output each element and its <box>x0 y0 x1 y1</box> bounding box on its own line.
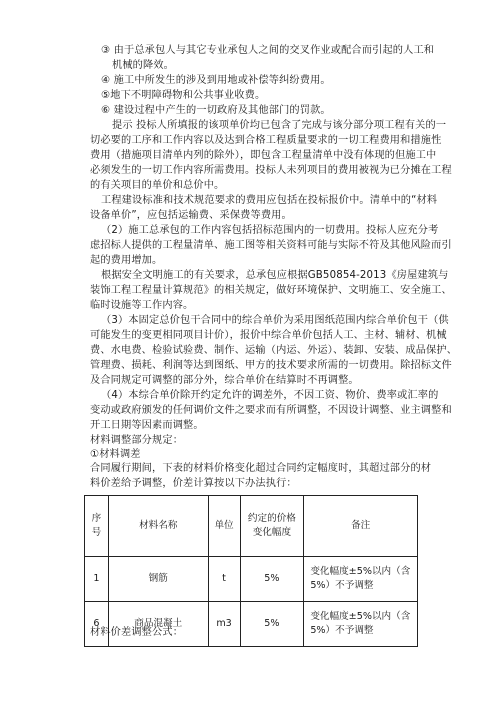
text-line: ③ 由于总承包人与其它专业承包人之间的交叉作业或配合而引起的人工和 <box>101 45 435 56</box>
cell-material-name: 钢筋 <box>108 557 208 602</box>
cell-change-range: 5% <box>240 602 304 647</box>
cell-unit: t <box>208 557 240 602</box>
text-line: 工程建设标准和技术规范要求的费用应包括在投标报价中。清单中的“材料 <box>101 195 438 206</box>
section-heading: 材料调整部分规定： <box>90 435 184 446</box>
text-line: 费、水电费、检验试验费、制作、运输（内运、外运）、装卸、安装、成品保护、 <box>90 345 458 356</box>
text-line: 设备单价”，应包括运输费、采保费等费用。 <box>90 210 292 221</box>
text-line: 装饰工程工程量计算规范》的相关规定，做好环境保护、文明施工、安全施工、 <box>90 285 452 296</box>
text-line: 机械的降效。 <box>112 60 175 71</box>
text-line: 根据安全文明施工的有关要求，总承包应根据GB50854-2013《房屋建筑与 <box>101 270 449 281</box>
text-line: 临时设施等工作内容。 <box>90 300 194 311</box>
text-line: 合同履行期间，下表的材料价格变化超过合同约定幅度时，其超过部分的材 <box>90 463 432 474</box>
text-line: ⑥ 建设过程中产生的一切政府及其他部门的罚款。 <box>101 105 331 116</box>
text-line: 开工日期等因素而调整。 <box>90 420 204 431</box>
text-line: 变动或政府颁发的任何调价文件之要求而有所调整，不因设计调整、业主调整和 <box>90 405 452 416</box>
table-row <box>85 557 418 602</box>
header-remarks: 备注 <box>304 496 418 557</box>
header-material-name: 材料名称 <box>108 496 208 557</box>
subsection-heading: ①材料调差 <box>90 449 141 460</box>
text-line: 费用（措施项目清单内列的除外），即包含工程量清单中没有体现的但施工中 <box>90 150 437 161</box>
cell-change-range: 5% <box>240 557 304 602</box>
header-unit: 单位 <box>208 496 240 557</box>
text-line: 的有关项目的单价和总价中。 <box>90 180 225 191</box>
cell-material-name: 商品混凝土 <box>108 602 208 647</box>
text-line: 起的费用增加。 <box>90 255 163 266</box>
header-seq: 序号 <box>85 496 109 557</box>
text-line: ④ 施工中所发生的涉及到用地或补偿等纠纷费用。 <box>101 75 331 86</box>
cell-remarks: 变化幅度±5%以内（含5%）不予调整 <box>304 602 418 647</box>
header-change-range: 约定的价格变化幅度 <box>240 496 304 557</box>
text-line: 必须发生的一切工作内容所需费用。投标人未列项目的费用被视为已分摊在工程 <box>90 165 452 176</box>
formula-heading: 材料价差调整公式： <box>90 627 184 638</box>
cell-unit: m3 <box>208 602 240 647</box>
text-line: （4）本综合单价除开约定允许的调差外，不因工资、物价、费率或汇率的 <box>101 390 439 401</box>
text-line: （3）本固定总价包干合同中的综合单价为采用图纸范围内综合单价包干（供 <box>101 315 449 326</box>
text-line: 及合同规定可调整的部分外，综合单价在结算时不再调整。 <box>90 375 359 386</box>
cell-remarks: 变化幅度±5%以内（含5%）不予调整 <box>304 557 418 602</box>
text-line: 虑招标人提供的工程量清单、施工图等相关资料可能与实际不符及其他风险而引 <box>90 240 452 251</box>
material-adjustment-table <box>84 495 418 647</box>
text-line: （2）施工总承包的工作内容包括招标范围内的一切费用。投标人应充分考 <box>101 225 439 236</box>
text-line: 料价差给予调整，价差计算按以下办法执行： <box>90 478 297 489</box>
text-line: ⑤地下不明障碍物和公共事业收费。 <box>101 90 266 101</box>
text-line: 可能发生的变更相同项目计价），报价中综合单价包括人工、主材、辅材、机械 <box>90 330 447 341</box>
text-line: 管理费、损耗、利润等达到图纸、甲方的技术要求所需的一切费用。除招标文件 <box>90 360 452 371</box>
cell-seq: 1 <box>85 557 109 602</box>
table-header-row <box>85 496 418 557</box>
text-line: 提示 投标人所填报的该项单价均已包含了完成与该分部分项工程有关的一 <box>112 120 447 131</box>
text-line: 切必要的工序和工作内容以及达到合格工程质量要求的一切工程费用和措施性 <box>90 135 442 146</box>
cell-seq: 6 <box>85 602 109 647</box>
